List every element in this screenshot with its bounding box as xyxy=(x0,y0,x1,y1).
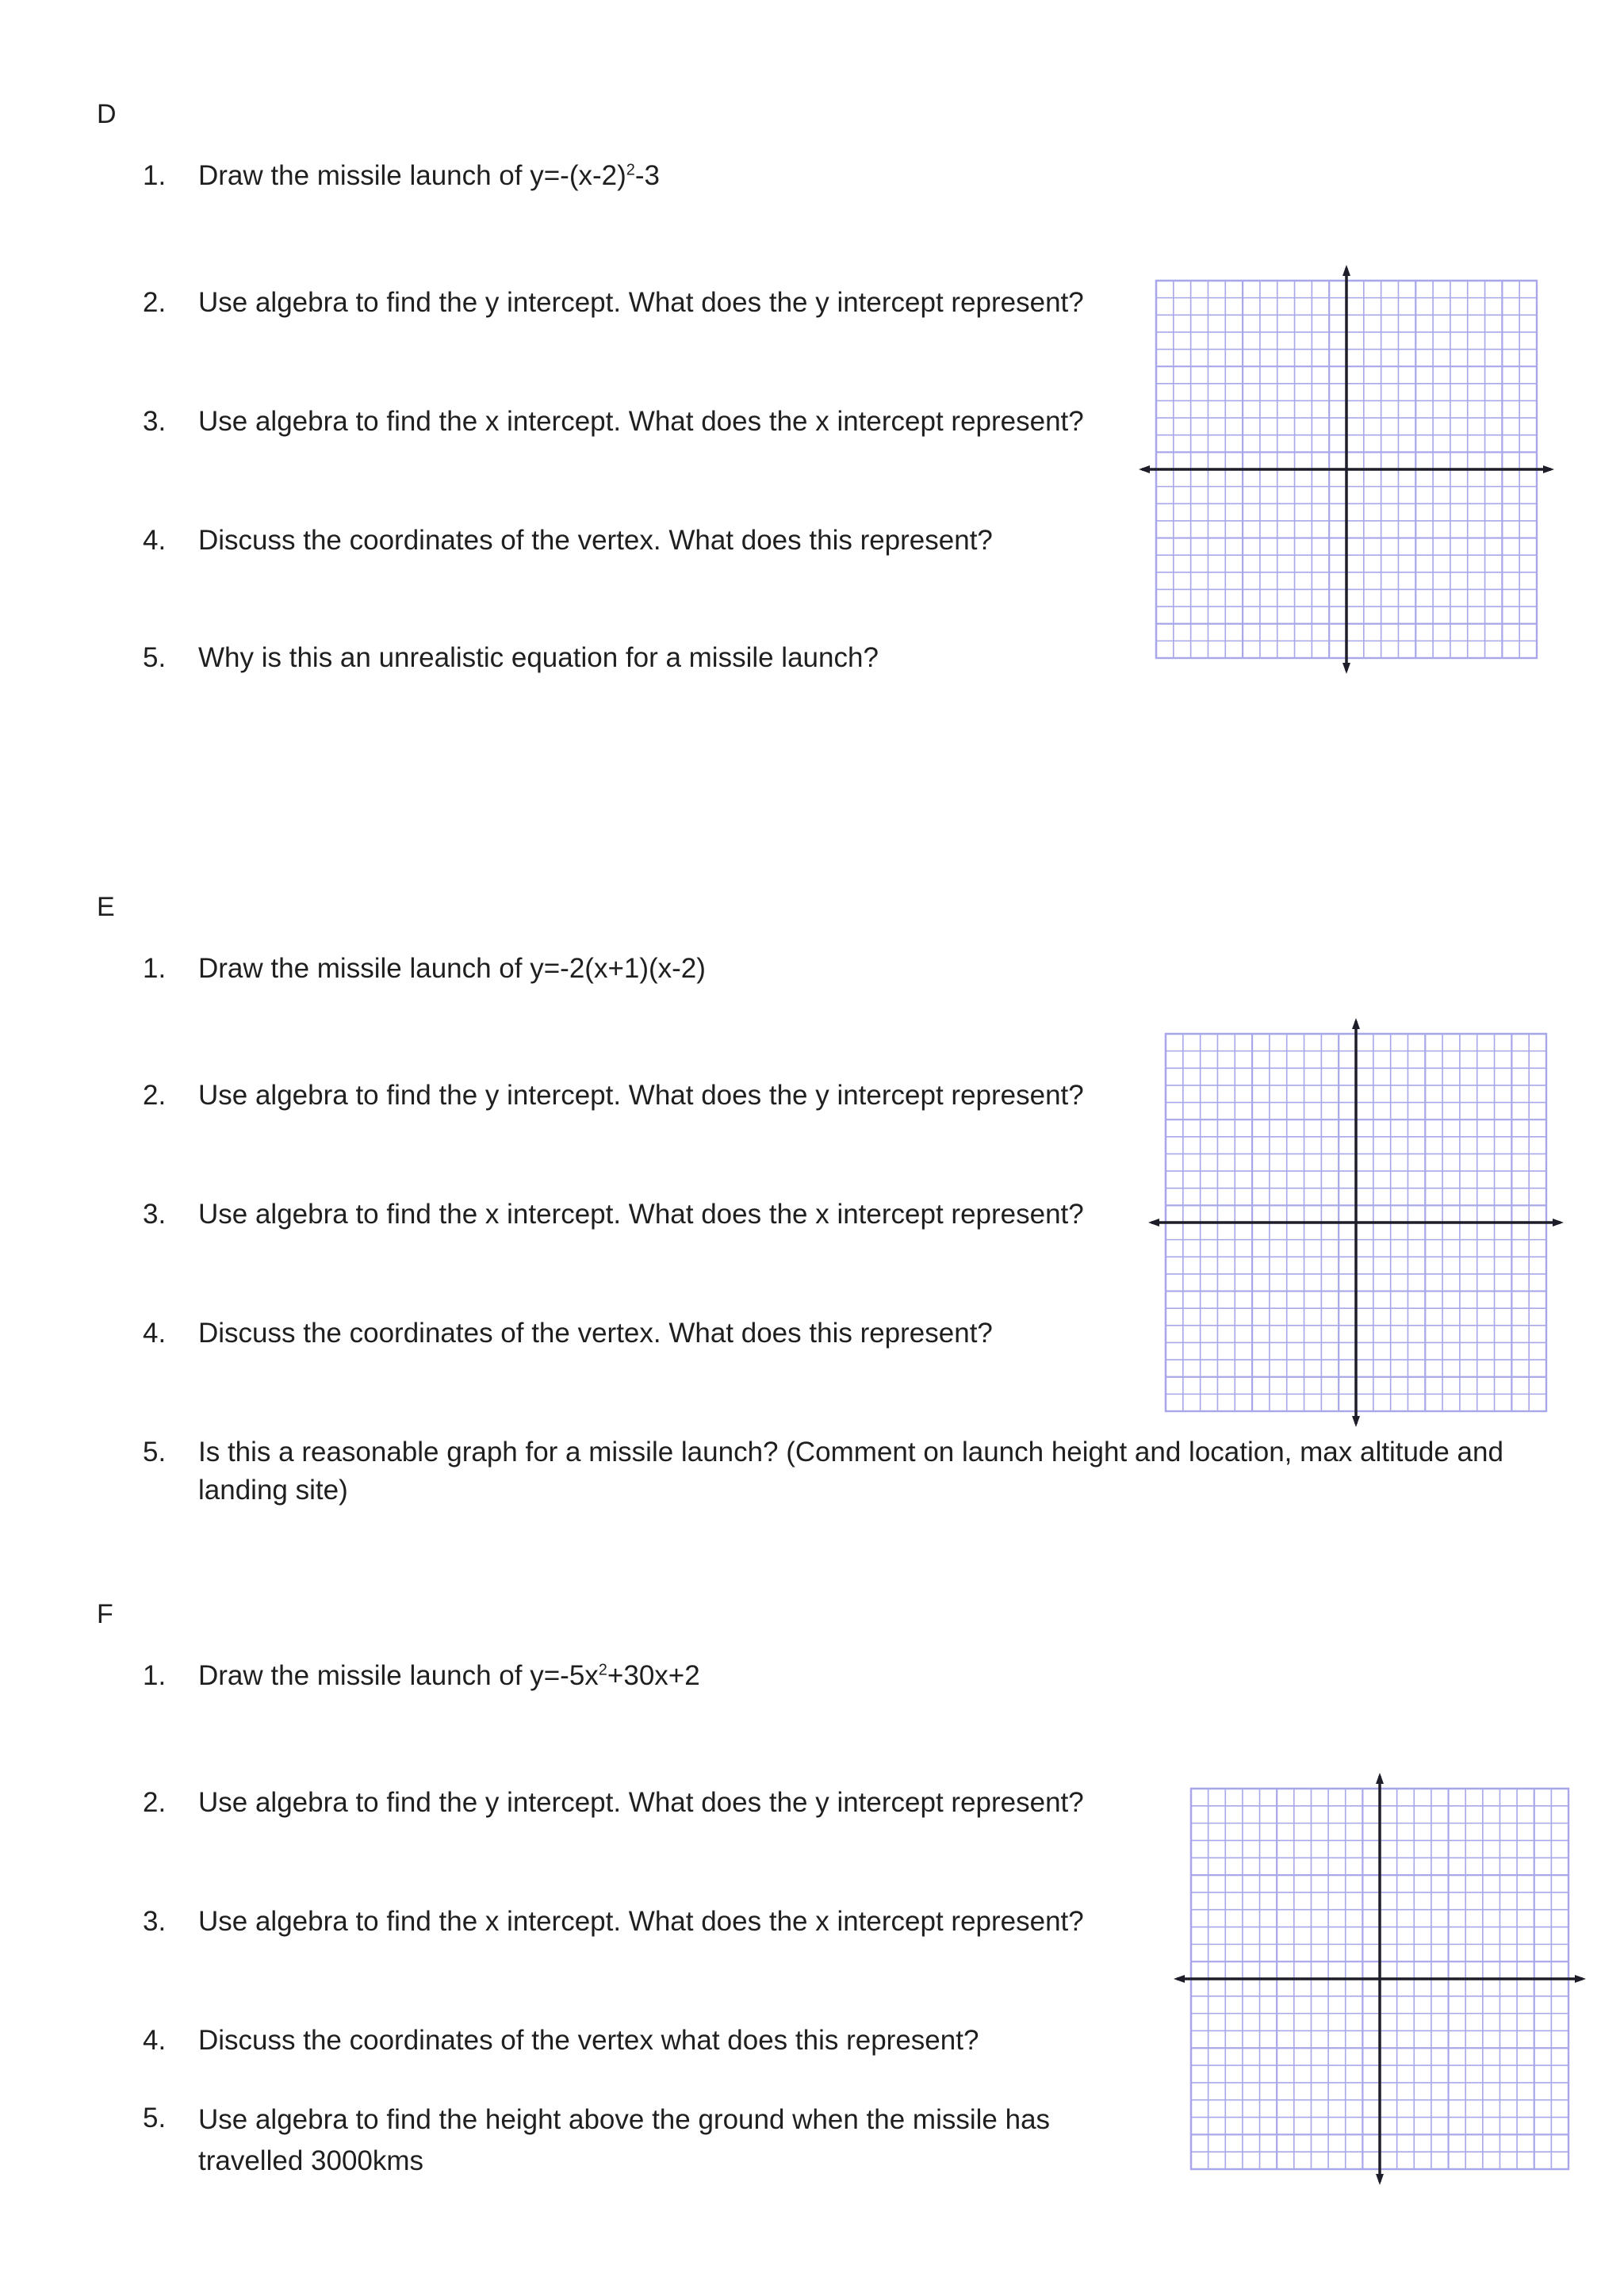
question-d-1 xyxy=(143,157,660,195)
question-text: Is this a reasonable graph for a missile launch? (Comment on launch height and location, max altitude and landing site) xyxy=(198,1437,1503,1506)
question-text: Draw the missile launch of $y=-(x-2)^2-3$ xyxy=(198,160,660,191)
x-axis-arrow-right xyxy=(1553,1219,1564,1226)
x-axis-arrow-left xyxy=(1174,1975,1185,1983)
question-e-4 xyxy=(143,1314,993,1353)
coordinate-grid-f xyxy=(1174,1773,1586,2185)
question-number: 1. xyxy=(143,1660,167,1691)
question-number: 3. xyxy=(143,1199,167,1230)
question-number: 3. xyxy=(143,406,167,437)
question-number: 2. xyxy=(143,1787,167,1818)
question-text: Use algebra to find the y intercept. What does the y intercept represent? xyxy=(198,1080,1084,1111)
coordinate-grid-d xyxy=(1139,265,1554,674)
x-axis-arrow-right xyxy=(1543,465,1554,473)
question-e-1 xyxy=(143,950,706,988)
question-e-2 xyxy=(143,1077,1084,1115)
question-number: 1. xyxy=(143,160,167,191)
question-text: Draw the missile launch of $y=-5x^2+30x+2$ xyxy=(198,1660,700,1691)
question-text: Discuss the coordinates of the vertex. What does this represent? xyxy=(198,525,993,556)
question-number: 2. xyxy=(143,1080,167,1111)
y-axis-arrow-top xyxy=(1352,1018,1360,1029)
coordinate-grid-e xyxy=(1148,1018,1564,1427)
y-axis-arrow-top xyxy=(1376,1773,1384,1784)
question-text: Use algebra to find the x intercept. What does the x intercept represent? xyxy=(198,1199,1084,1230)
question-e-5 xyxy=(143,1433,1546,1510)
question-number: 3. xyxy=(143,1906,167,1937)
question-number: 5. xyxy=(143,1437,167,1468)
question-f-5 xyxy=(143,2099,1110,2182)
question-number: 4. xyxy=(143,1318,167,1349)
question-number: 5. xyxy=(143,642,167,673)
question-number: 4. xyxy=(143,2025,167,2056)
question-text: Discuss the coordinates of the vertex. What does this represent? xyxy=(198,1318,993,1349)
question-text: Use algebra to find the x intercept. What does the x intercept represent? xyxy=(198,1906,1084,1937)
question-d-4 xyxy=(143,522,993,560)
question-f-2 xyxy=(143,1784,1084,1822)
x-axis-arrow-right xyxy=(1575,1975,1586,1983)
question-f-4 xyxy=(143,2022,979,2060)
question-f-3 xyxy=(143,1903,1084,1941)
x-axis-arrow-left xyxy=(1139,465,1150,473)
question-number: 1. xyxy=(143,953,167,984)
question-text: Draw the missile launch of y=-2(x+1)(x-2) xyxy=(198,953,706,984)
question-text: Discuss the coordinates of the vertex what does this represent? xyxy=(198,2025,979,2056)
y-axis-arrow-bottom xyxy=(1342,663,1350,674)
question-text: Use algebra to find the height above the ground when the missile has travelled 3000kms xyxy=(198,2104,1051,2176)
question-d-5 xyxy=(143,639,879,677)
question-f-1 xyxy=(143,1657,700,1695)
question-d-3 xyxy=(143,403,1084,441)
x-axis-arrow-left xyxy=(1148,1219,1159,1226)
y-axis-arrow-bottom xyxy=(1376,2174,1384,2185)
section-letter-f: F xyxy=(97,1599,113,1629)
question-number: 4. xyxy=(143,525,167,556)
y-axis-arrow-bottom xyxy=(1352,1416,1360,1427)
question-number: 2. xyxy=(143,287,167,318)
section-letter-e: E xyxy=(97,892,115,922)
section-letter-d: D xyxy=(97,99,117,129)
question-e-3 xyxy=(143,1196,1084,1234)
question-text: Use algebra to find the y intercept. What does the y intercept represent? xyxy=(198,1787,1084,1818)
question-text: Why is this an unrealistic equation for a missile launch? xyxy=(198,642,879,673)
question-d-2 xyxy=(143,284,1084,322)
question-text: Use algebra to find the x intercept. What does the x intercept represent? xyxy=(198,406,1084,437)
question-number: 5. xyxy=(143,2103,167,2133)
y-axis-arrow-top xyxy=(1342,265,1350,276)
question-text: Use algebra to find the y intercept. What does the y intercept represent? xyxy=(198,287,1084,318)
